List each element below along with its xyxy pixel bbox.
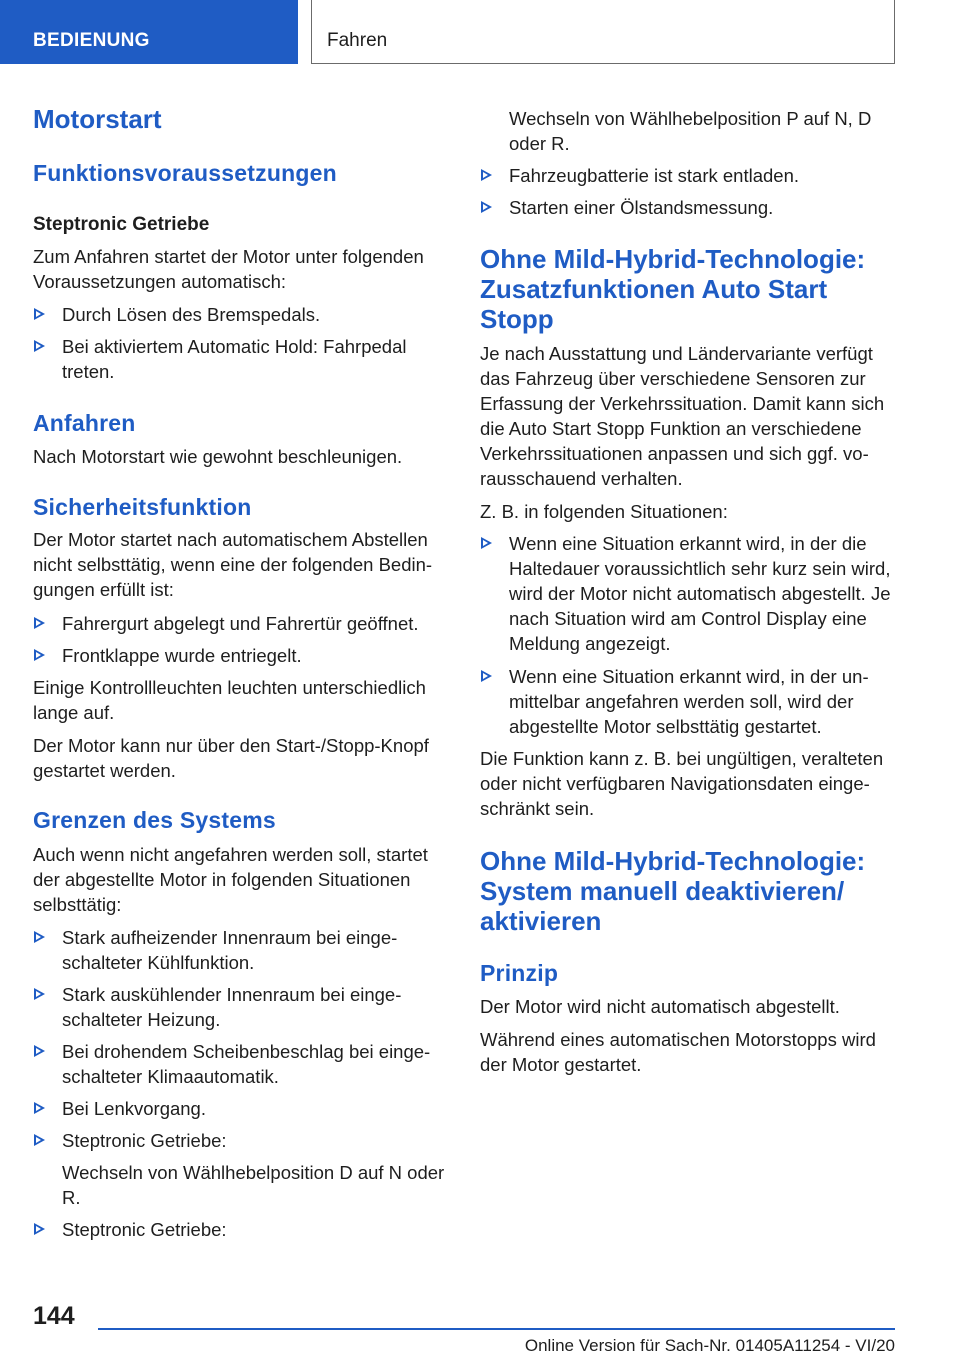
heading-anfahren: Anfahren xyxy=(33,410,136,436)
list-item: Fahrergurt abgelegt und Fahrertür geöffnet. xyxy=(33,611,451,636)
heading-motorstart: Motorstart xyxy=(33,104,162,134)
triangle-bullet-icon xyxy=(481,537,492,549)
paragraph-grenzen: Auch wenn nicht angefahren werden soll, startet der abgestellte Motor in folgenden Situationen selbsttätig: xyxy=(33,844,428,915)
paragraph-start-stopp: Der Motor kann nur über den Start-/Stopp-Knopf gestartet werden. xyxy=(33,735,429,781)
heading-grenzen: Grenzen des Systems xyxy=(33,807,276,833)
list-item-continuation: Wechseln von Wählhebelposition P auf N, D oder R. xyxy=(509,108,872,154)
list-item: Bei Lenkvorgang. xyxy=(33,1096,451,1121)
page-number: 144 xyxy=(33,1302,75,1330)
list-item: Fahrzeugbatterie ist stark entladen. xyxy=(480,163,898,188)
heading-zusatzfunktionen: Ohne Mild-Hybrid-Technologie: Zusatzfunktionen Auto Start Stopp xyxy=(480,244,866,334)
list-item: Durch Lösen des Bremspedals. xyxy=(33,302,451,327)
list-item: Stark auskühlender Innenraum bei eingeschalteter Heizung. xyxy=(33,982,451,1032)
heading-steptronic: Steptronic Getriebe xyxy=(33,214,210,235)
heading-system-manuell: Ohne Mild-Hybrid-Technologie: System manuell deaktivieren/ aktivieren xyxy=(480,846,866,936)
chapter-tab: BEDIENUNG xyxy=(0,0,298,64)
footer-online-version: Online Version für Sach-Nr. 01405A11254 - VI/20 xyxy=(524,1336,895,1355)
triangle-bullet-icon xyxy=(34,340,45,352)
triangle-bullet-icon xyxy=(34,1045,45,1057)
heading-prinzip: Prinzip xyxy=(480,960,559,986)
paragraph-sicherheit: Der Motor startet nach automatischem Abstellen nicht selbsttätig, wenn eine der folgenden Bedingungen erfüllt ist: xyxy=(33,529,433,600)
list-item: Steptronic Getriebe: xyxy=(33,1128,451,1153)
triangle-bullet-icon xyxy=(481,169,492,181)
triangle-bullet-icon xyxy=(34,308,45,320)
list-item: Steptronic Getriebe: xyxy=(33,1217,451,1242)
triangle-bullet-icon xyxy=(34,1223,45,1235)
triangle-bullet-icon xyxy=(34,649,45,661)
heading-sicherheitsfunktion: Sicherheitsfunktion xyxy=(33,494,252,520)
list-item: Stark aufheizender Innenraum bei eingeschalteter Kühlfunktion. xyxy=(33,925,451,975)
list-item-continuation: Wechseln von Wählhebelposition D auf N oder R. xyxy=(62,1162,445,1208)
triangle-bullet-icon xyxy=(34,617,45,629)
triangle-bullet-icon xyxy=(481,670,492,682)
paragraph-zusatzfunktionen: Je nach Ausstattung und Ländervariante verfügt das Fahrzeug über verschiedene Sensoren zur Erfassung der Verkehrssituation. Damit kann sich die Auto Start Stopp Funktion an verschiedene Verkehrssituationen anpassen und sich ggf. vorausschauend verhalten. xyxy=(480,343,885,489)
list-item: Bei aktiviertem Automatic Hold: Fahrpedal treten. xyxy=(33,334,451,384)
triangle-bullet-icon xyxy=(481,201,492,213)
paragraph-navigationsdaten: Die Funktion kann z. B. bei ungültigen, veralteten oder nicht verfügbaren Navigationsdaten eingeschränkt sein. xyxy=(480,748,884,819)
triangle-bullet-icon xyxy=(34,1102,45,1114)
list-item: Frontklappe wurde entriegelt. xyxy=(33,643,451,668)
triangle-bullet-icon xyxy=(34,988,45,1000)
paragraph-prinzip-2: Während eines automatischen Motorstopps wird der Motor gestartet. xyxy=(480,1029,876,1075)
footer-divider xyxy=(98,1328,895,1330)
heading-funktionsvoraussetzungen: Funktionsvoraussetzungen xyxy=(33,160,337,186)
list-item: Starten einer Ölstandsmessung. xyxy=(480,195,898,220)
list-item: Wenn eine Situation erkannt wird, in der die Haltedauer voraussichtlich sehr kurz sein wird, wird der Motor nicht automatisch abgestellt. Je nach Situation wird am Control Display eine Meldung angezeigt. xyxy=(480,531,898,656)
section-header: Fahren xyxy=(311,0,895,64)
paragraph-situationen: Z. B. in folgenden Situationen: xyxy=(480,501,728,522)
paragraph-kontrollleuchten: Einige Kontrollleuchten leuchten unterschiedlich lange auf. xyxy=(33,677,426,723)
paragraph-anfahren: Nach Motorstart wie gewohnt beschleunigen. xyxy=(33,446,403,467)
paragraph-anfahren-intro: Zum Anfahren startet der Motor unter folgenden Voraussetzungen automatisch: xyxy=(33,246,424,292)
paragraph-prinzip-1: Der Motor wird nicht automatisch abgestellt. xyxy=(480,996,840,1017)
list-item: Wenn eine Situation erkannt wird, in der unmittelbar angefahren werden soll, wird der abgestellte Motor selbsttätig gestartet. xyxy=(480,664,898,739)
list-item: Bei drohendem Scheibenbeschlag bei eingeschalteter Klimaautomatik. xyxy=(33,1039,451,1089)
triangle-bullet-icon xyxy=(34,931,45,943)
triangle-bullet-icon xyxy=(34,1134,45,1146)
